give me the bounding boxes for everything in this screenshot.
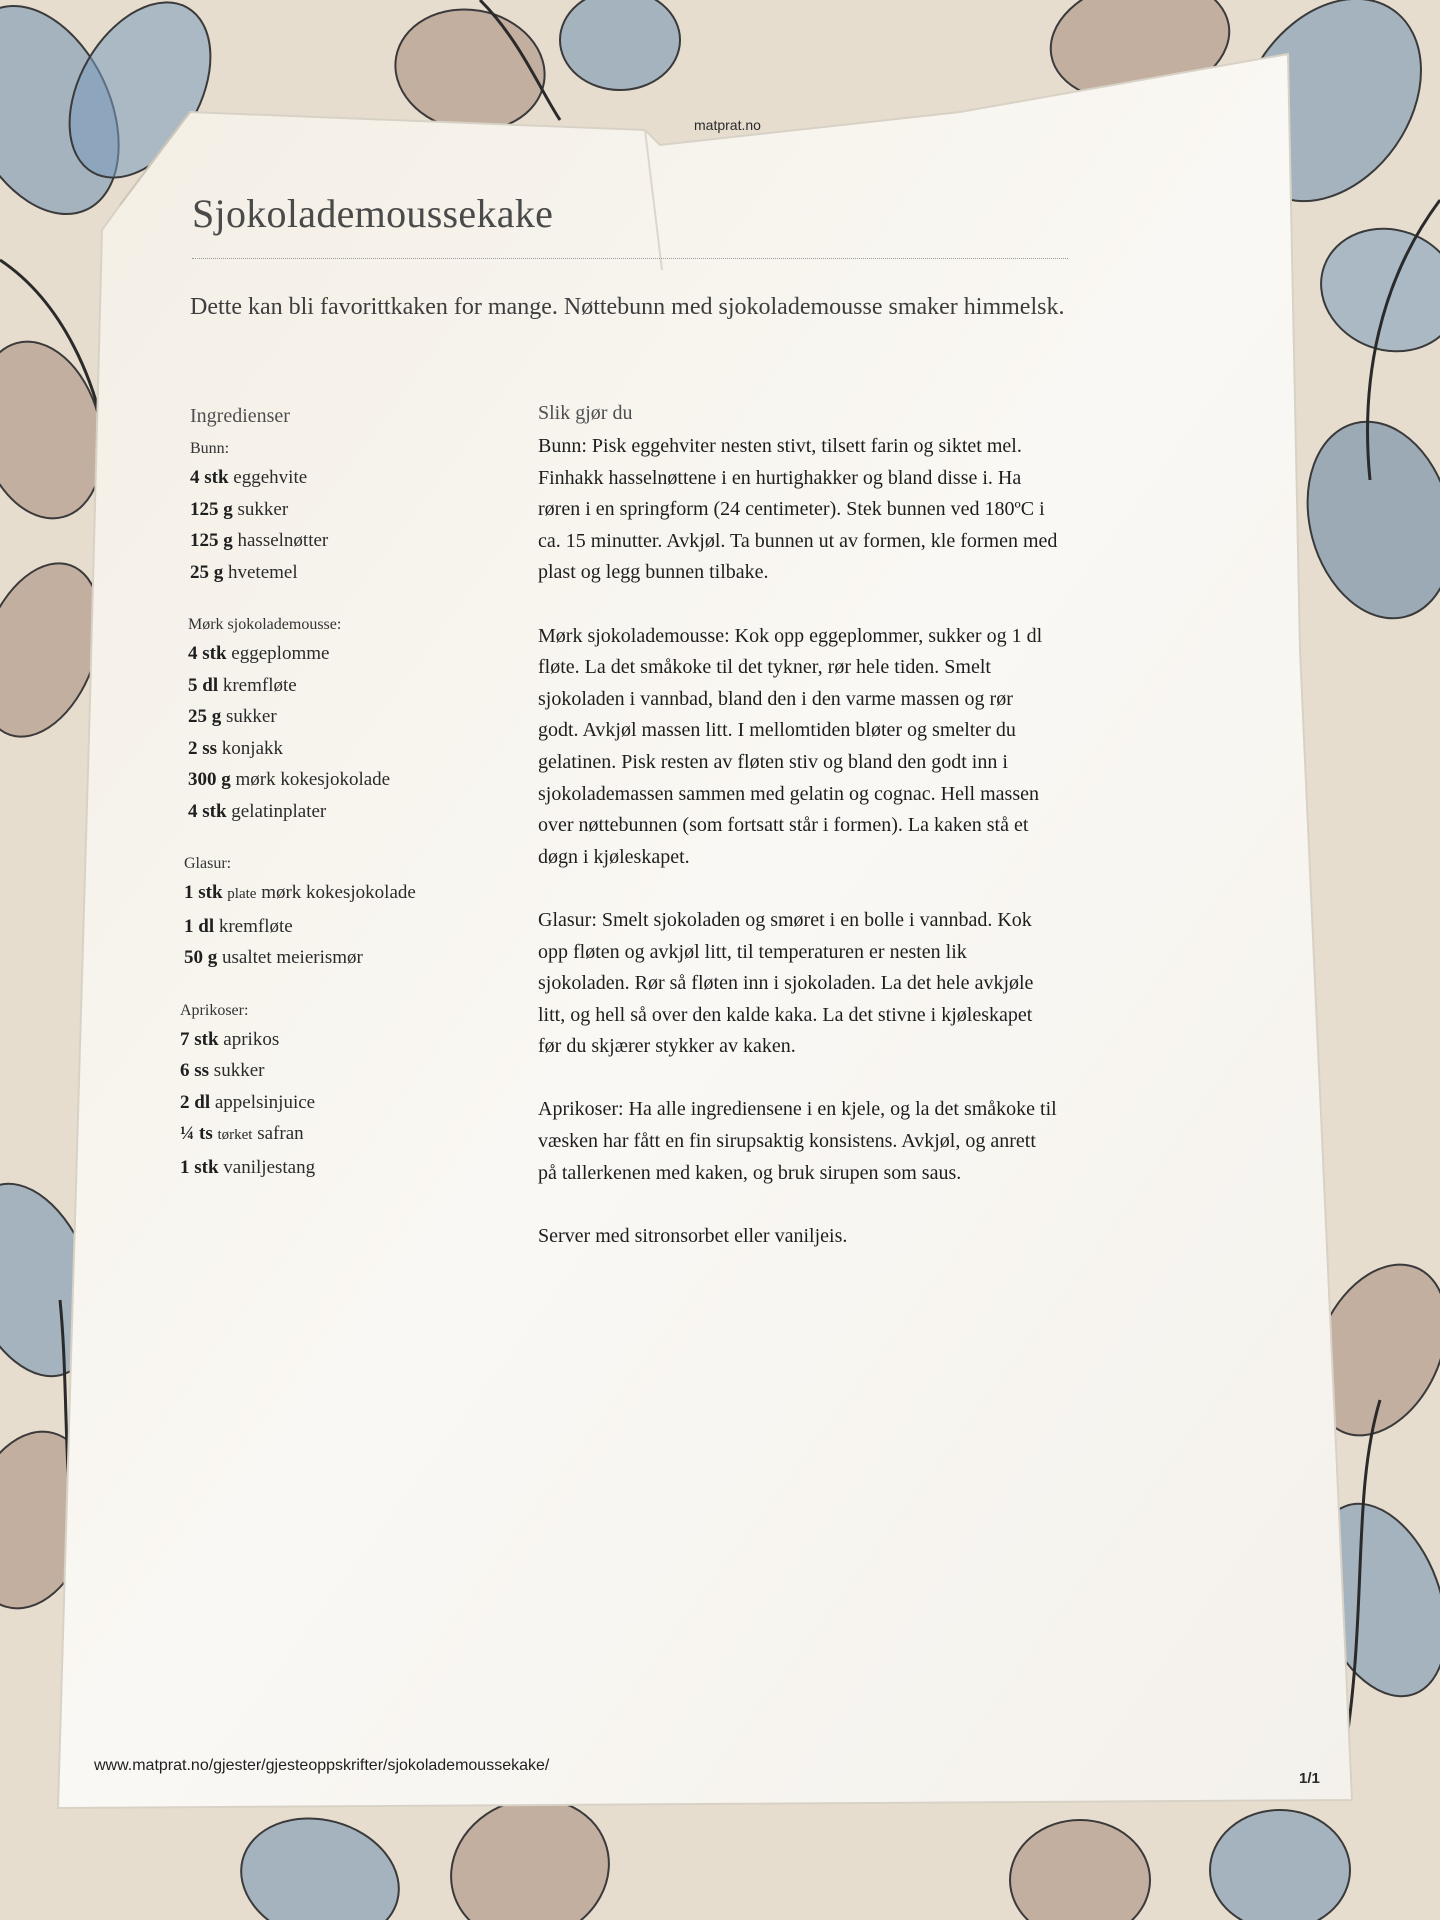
ingredient-qty: 1 stk [184, 882, 223, 903]
ingredient-group-mousse [188, 612, 510, 827]
ingredient-qty: 50 g [184, 947, 218, 968]
ingredient-name: hasselnøtter [237, 530, 329, 551]
ingredient-qty: 6 ss [180, 1060, 210, 1081]
ingredient-qty: 4 stk [190, 467, 229, 488]
ingredient-qty: 25 g [188, 706, 222, 727]
ingredient-name: appelsinjuice [214, 1091, 316, 1113]
title-divider [192, 258, 1068, 259]
ingredient-name: usaltet meierismør [222, 947, 363, 968]
ingredient-item [188, 701, 510, 733]
steps-heading: Slik gjør du [538, 402, 633, 424]
step-bunn: Bunn: Pisk eggehviter nesten stivt, tilsett farin og siktet mel. Finhakk hasselnøttene i en hurtighakker og bland disse i. Ha røren i en springform (24 centimeter). Stek bunnen ved 180ºC i ca. 15 minutter. Avkjøl. Ta bunnen ut av formen, kle formen med plast og legg bunnen tilbake. [538, 435, 1058, 584]
ingredient-name: gelatinplater [231, 800, 327, 822]
ingredient-name: aprikos [223, 1028, 280, 1050]
ingredient-item [188, 638, 510, 670]
ingredient-name: kremfløte [218, 915, 293, 937]
group-label: Aprikoser: [180, 1001, 249, 1019]
ingredient-name: hvetemel [228, 561, 298, 583]
group-label: Glasur: [184, 855, 232, 872]
ingredients-column [180, 405, 510, 1207]
group-label: Mørk sjokolademousse: [188, 616, 342, 633]
ingredient-group-aprikoser [180, 998, 510, 1184]
step-glasur: Glasur: Smelt sjokoladen og smøret i en bolle i vannbad. Kok opp fløten og avkjøl litt, til temperaturen er nesten lik sjokoladen. Rør så fløten inn i sjokoladen. La det hele avkjøle litt, og hell så over den kalde kaka. La det stivne i kjøleskapet før du skjærer stykker av kaken. [538, 908, 1034, 1058]
ingredient-qty: 2 dl [180, 1091, 211, 1113]
ingredient-item [188, 764, 510, 796]
ingredient-group-glasur [184, 851, 510, 974]
ingredient-unit-note: plate [227, 886, 257, 902]
ingredient-name: mørk kokesjokolade [235, 769, 391, 790]
header-site: matprat.no [694, 117, 761, 133]
ingredient-name: kremfløte [222, 674, 297, 696]
ingredient-qty: ¼ ts [180, 1123, 213, 1144]
ingredient-item [180, 1118, 510, 1152]
ingredient-qty: 1 stk [180, 1156, 219, 1178]
ingredient-qty: 4 stk [188, 800, 227, 822]
ingredient-item [190, 494, 510, 526]
ingredient-item [180, 1055, 510, 1087]
ingredient-item [188, 670, 510, 702]
ingredient-name: eggeplomme [231, 643, 330, 664]
ingredient-name: sukker [213, 1060, 265, 1081]
ingredient-item [180, 1152, 510, 1184]
ingredient-qty: 7 stk [180, 1028, 219, 1050]
ingredient-item [190, 462, 510, 494]
ingredient-item [180, 1087, 510, 1119]
ingredient-unit-note: tørket [217, 1127, 253, 1143]
ingredient-qty: 125 g [190, 530, 233, 551]
steps-column [538, 402, 1058, 1284]
ingredient-qty: 125 g [190, 498, 233, 520]
step-serve: Server med sitronsorbet eller vaniljeis. [538, 1224, 848, 1247]
ingredient-item [190, 525, 510, 557]
ingredients-heading: Ingredienser [190, 405, 290, 427]
ingredient-item [184, 942, 510, 974]
ingredient-qty: 4 stk [188, 643, 227, 664]
ingredient-qty: 1 dl [184, 915, 215, 937]
ingredient-item [184, 877, 510, 911]
ingredient-item [188, 733, 510, 765]
footer-url: www.matprat.no/gjester/gjesteoppskrifter/sjokolademoussekake/ [94, 1757, 550, 1774]
group-label: Bunn: [190, 440, 230, 457]
ingredient-name: mørk kokesjokolade [261, 882, 416, 903]
step-mousse: Mørk sjokolademousse: Kok opp eggeplommer, sukker og 1 dl fløte. La det småkoke til det tykner, rør hele tiden. Smelt sjokoladen i vannbad, bland den i den varme massen og rør godt. Avkjøl massen litt. I mellomtiden bløter og smelter du gelatinen. Pisk resten av fløten stiv og bland den godt inn i sjokolademassen sammen med gelatin og cognac. Hell massen over nøttebunnen (som fortsatt står i formen). La kaken stå et døgn i kjøleskapet. [538, 624, 1043, 868]
ingredient-qty: 5 dl [188, 674, 219, 696]
ingredient-item [180, 1024, 510, 1056]
ingredient-name: vaniljestang [223, 1156, 316, 1178]
ingredient-item [190, 557, 510, 589]
ingredient-name: eggehvite [233, 467, 308, 488]
ingredient-item [188, 796, 510, 828]
ingredient-qty: 2 ss [188, 737, 218, 759]
step-aprikoser: Aprikoser: Ha alle ingrediensene i en kjele, og la det småkoke til væsken har fått en fin sirupsaktig konsistens. Avkjøl, og anrett på tallerkenen med kaken, og bruk sirupen som saus. [538, 1098, 1057, 1184]
ingredient-name: safran [257, 1123, 304, 1144]
ingredient-name: sukker [226, 706, 277, 727]
ingredient-name: konjakk [221, 737, 284, 759]
ingredient-qty: 300 g [188, 769, 231, 790]
ingredient-item [184, 911, 510, 943]
recipe-title: Sjokolademoussekake [192, 191, 554, 236]
page-number: 1/1 [1299, 1770, 1320, 1787]
ingredient-name: sukker [237, 498, 289, 520]
ingredient-group-bunn [190, 436, 510, 588]
recipe-intro: Dette kan bli favorittkaken for mange. Nøttebunn med sjokolademousse smaker himmelsk. [190, 294, 1065, 320]
ingredient-qty: 25 g [190, 561, 224, 583]
